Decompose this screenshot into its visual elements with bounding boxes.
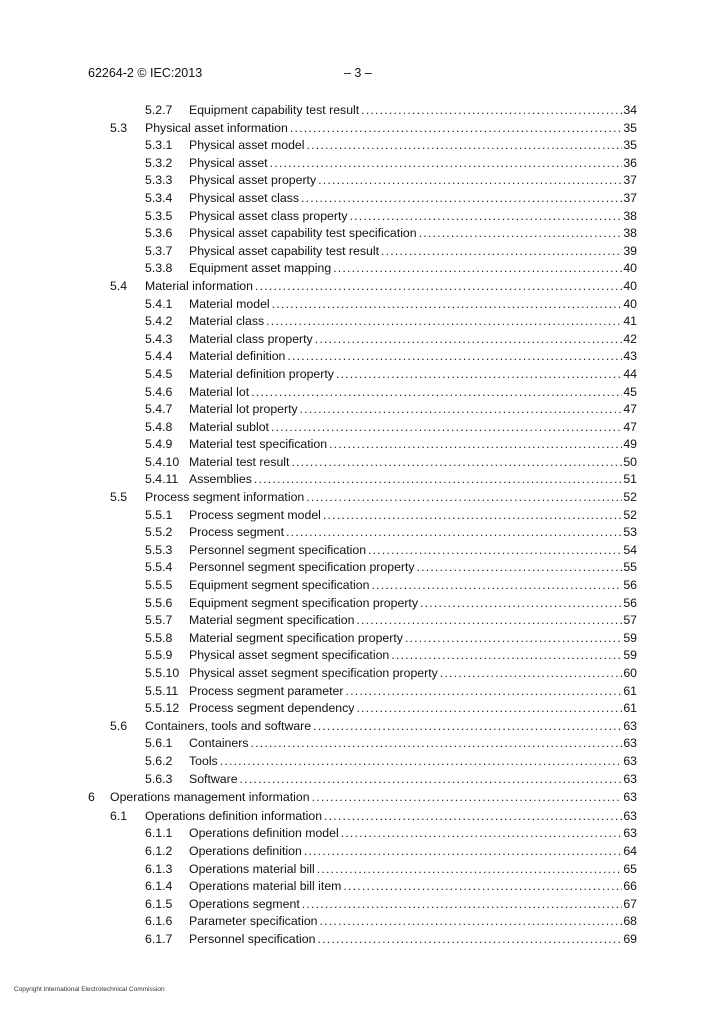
dot-leader <box>329 436 622 454</box>
toc-entry-title: Physical asset information <box>145 120 288 135</box>
toc-entry[interactable] <box>0 507 724 525</box>
toc-entry-page: 40 <box>623 261 637 276</box>
toc-entry[interactable] <box>0 630 724 648</box>
toc-entry-title: Physical asset property <box>189 173 317 188</box>
toc-entry-page: 40 <box>623 296 637 311</box>
toc-entry-title: Process segment dependency <box>189 701 355 716</box>
toc-entry-line <box>189 559 637 577</box>
toc-entry-page: 52 <box>623 490 637 505</box>
toc-entry-line <box>189 896 637 914</box>
toc-entry-line <box>189 683 637 701</box>
toc-entry[interactable] <box>0 348 724 366</box>
toc-entry-line <box>145 489 637 507</box>
toc-entry-line <box>189 102 637 120</box>
toc-entry-number: 5.2.7 <box>145 103 173 117</box>
toc-entry-page: 41 <box>623 314 637 329</box>
toc-entry-title: Operations material bill <box>189 861 315 876</box>
toc-entry-title: Material lot property <box>189 402 298 417</box>
dot-leader <box>302 896 623 914</box>
toc-entry-line <box>189 471 637 489</box>
dot-leader <box>291 454 622 472</box>
toc-entry-page: 39 <box>623 243 637 258</box>
toc-entry-page: 40 <box>623 278 637 293</box>
dot-leader <box>315 331 623 349</box>
dot-leader <box>417 559 623 577</box>
toc-entry-line <box>189 419 637 437</box>
toc-entry-page: 55 <box>623 560 637 575</box>
dot-leader <box>240 771 623 789</box>
toc-entry[interactable] <box>0 665 724 683</box>
toc-entry-line <box>189 225 637 243</box>
toc-entry-page: 60 <box>623 666 637 680</box>
toc-entry-page: 67 <box>623 896 637 911</box>
dot-leader <box>419 225 623 243</box>
toc-entry-title: Material definition property <box>189 366 334 381</box>
toc-entry-number: 5.3.2 <box>145 155 173 170</box>
toc-entry-line <box>189 401 637 419</box>
toc-entry[interactable] <box>0 331 724 349</box>
toc-entry[interactable] <box>0 913 724 931</box>
toc-entry-number: 6.1.3 <box>145 861 173 876</box>
toc-entry[interactable] <box>0 436 724 454</box>
dot-leader <box>405 630 622 648</box>
toc-entry-title: Physical asset class property <box>189 208 348 223</box>
toc-entry-number: 5.4 <box>110 278 128 293</box>
toc-entry-page: 63 <box>623 808 637 823</box>
toc-entry-page: 69 <box>623 931 637 946</box>
dot-leader <box>306 489 622 507</box>
toc-entry-line <box>189 665 637 683</box>
toc-entry-page: 68 <box>623 914 637 929</box>
toc-entry-line <box>189 260 637 278</box>
toc-entry[interactable] <box>0 700 724 718</box>
toc-entry-page: 63 <box>623 718 637 733</box>
toc-entry-title: Material class <box>189 314 265 329</box>
toc-entry-number: 5.3.3 <box>145 173 173 188</box>
toc-entry-page: 61 <box>623 683 637 698</box>
toc-entry-line <box>189 647 637 665</box>
toc-entry-title: Material information <box>145 278 253 293</box>
toc-entry-page: 34 <box>623 103 637 117</box>
toc-entry-number: 6.1.6 <box>145 914 173 929</box>
toc-entry[interactable] <box>0 102 724 120</box>
toc-entry-title: Containers, tools and software <box>145 718 312 733</box>
toc-entry[interactable] <box>0 896 724 914</box>
toc-entry-title: Personnel segment specification property <box>189 560 415 575</box>
toc-entry-page: 47 <box>623 402 637 417</box>
toc-entry-title: Operations management information <box>110 790 310 805</box>
toc-entry-page: 42 <box>623 331 637 346</box>
dot-leader <box>318 172 622 190</box>
toc-entry-line <box>189 771 637 789</box>
toc-entry-title: Material test specification <box>189 437 328 452</box>
copyright-notice: Copyright International Electrotechnical Commission <box>14 986 165 993</box>
toc-entry-number: 5.5.6 <box>145 595 173 610</box>
toc-entry[interactable] <box>0 454 724 472</box>
toc-entry-page: 36 <box>623 155 637 170</box>
toc-entry[interactable] <box>0 542 724 560</box>
toc-entry-line <box>189 137 637 155</box>
toc-entry-page: 37 <box>623 173 637 188</box>
toc-entry[interactable] <box>0 524 724 542</box>
toc-entry-line <box>189 436 637 454</box>
toc-entry-line <box>145 718 637 736</box>
dot-leader <box>324 808 622 826</box>
toc-entry-page: 63 <box>623 736 637 751</box>
toc-entry-page: 65 <box>623 861 637 876</box>
toc-entry-number: 5.5.3 <box>145 542 173 557</box>
toc-entry-title: Operations definition information <box>145 808 323 823</box>
toc-entry-line <box>189 507 637 525</box>
toc-entry-line <box>189 524 637 542</box>
toc-entry[interactable] <box>0 559 724 577</box>
toc-entry-line <box>189 913 637 931</box>
toc-entry[interactable] <box>0 190 724 208</box>
dot-leader <box>255 278 622 296</box>
dot-leader <box>368 542 622 560</box>
toc-entry-page: 63 <box>623 790 637 805</box>
dot-leader <box>336 366 622 384</box>
dot-leader <box>343 878 622 896</box>
toc-entry-page: 52 <box>623 507 637 522</box>
toc-entry-number: 5.3.6 <box>145 226 173 241</box>
dot-leader <box>250 735 622 753</box>
toc-entry-number: 5.3.4 <box>145 190 173 205</box>
toc-entry-title: Process segment model <box>189 507 321 522</box>
toc-entry-title: Physical asset <box>189 155 268 170</box>
toc-entry-line <box>189 190 637 208</box>
toc-entry[interactable] <box>0 735 724 753</box>
dot-leader <box>300 401 623 419</box>
toc-entry-title: Physical asset segment specification <box>189 648 390 663</box>
toc-entry-title: Material model <box>189 296 270 311</box>
toc-entry-number: 5.5 <box>110 490 128 505</box>
toc-entry-page: 35 <box>623 120 637 135</box>
toc-entry[interactable] <box>0 843 724 861</box>
toc-entry-line <box>189 577 637 595</box>
dot-leader <box>381 243 622 261</box>
toc-entry-title: Process segment parameter <box>189 683 344 698</box>
toc-entry-number: 5.4.7 <box>145 402 173 417</box>
dot-leader <box>313 718 622 736</box>
toc-entry-number: 5.5.11 <box>145 683 179 698</box>
toc-entry[interactable] <box>0 225 724 243</box>
dot-leader <box>317 861 623 879</box>
toc-entry-number: 5.4.2 <box>145 314 173 329</box>
toc-entry-page: 59 <box>623 648 637 663</box>
dot-leader <box>312 789 623 807</box>
toc-entry-line <box>189 366 637 384</box>
dot-leader <box>361 102 622 120</box>
toc-entry-page: 61 <box>623 701 637 716</box>
toc-entry[interactable] <box>0 243 724 261</box>
toc-entry[interactable] <box>0 172 724 190</box>
toc-entry[interactable] <box>0 861 724 879</box>
toc-entry-line <box>110 789 637 807</box>
toc-entry-line <box>189 155 637 173</box>
toc-entry-title: Equipment segment specification property <box>189 595 418 610</box>
dot-leader <box>266 313 622 331</box>
toc-entry-line <box>189 331 637 349</box>
dot-leader <box>391 647 622 665</box>
toc-entry-page: 57 <box>623 613 637 628</box>
toc-entry-number: 5.5.1 <box>145 507 173 522</box>
toc-entry-number: 6 <box>88 790 95 805</box>
toc-entry-title: Physical asset class <box>189 190 300 205</box>
toc-entry-number: 5.6.1 <box>145 736 173 751</box>
toc-entry-number: 6.1.2 <box>145 843 173 858</box>
toc-entry-title: Equipment segment specification <box>189 578 370 593</box>
toc-entry-title: Personnel specification <box>189 931 316 946</box>
dot-leader <box>272 296 623 314</box>
toc-entry-line <box>189 931 637 949</box>
toc-entry-number: 6.1.7 <box>145 931 173 946</box>
page-header <box>88 66 636 84</box>
toc-entry-title: Process segment <box>189 525 285 540</box>
dot-leader <box>290 120 622 138</box>
dot-leader <box>301 190 622 208</box>
toc-entry-number: 5.5.9 <box>145 648 173 663</box>
dot-leader <box>286 524 622 542</box>
toc-entry[interactable] <box>0 384 724 402</box>
toc-entry-number: 5.4.4 <box>145 349 173 364</box>
toc-entry-title: Equipment asset mapping <box>189 261 332 276</box>
toc-entry-line <box>189 843 637 861</box>
toc-entry-line <box>189 595 637 613</box>
toc-entry[interactable] <box>0 683 724 701</box>
toc-entry-line <box>189 243 637 261</box>
toc-entry[interactable] <box>0 931 724 949</box>
toc-entry-number: 6.1.5 <box>145 896 173 911</box>
toc-entry-number: 5.5.8 <box>145 630 173 645</box>
toc-entry-number: 5.3.1 <box>145 138 173 153</box>
toc-entry-title: Tools <box>189 753 218 768</box>
dot-leader <box>323 507 622 525</box>
dot-leader <box>317 931 622 949</box>
toc-entry-title: Material segment specification property <box>189 630 403 645</box>
toc-entry[interactable] <box>0 155 724 173</box>
toc-entry-number: 6.1 <box>110 808 128 823</box>
dot-leader <box>341 825 623 843</box>
toc-entry[interactable] <box>0 296 724 314</box>
toc-entry-title: Material segment specification <box>189 613 355 628</box>
toc-entry-number: 5.4.6 <box>145 384 173 399</box>
toc-entry-number: 5.6.3 <box>145 771 173 786</box>
dot-leader <box>440 665 623 683</box>
toc-entry-page: 64 <box>623 843 637 858</box>
toc-entry-line <box>189 542 637 560</box>
toc-entry-page: 37 <box>623 190 637 205</box>
toc-entry-line <box>145 808 637 826</box>
toc-entry-title: Parameter specification <box>189 914 318 929</box>
toc-entry-page: 63 <box>623 753 637 768</box>
dot-leader <box>307 137 623 155</box>
toc-entry-page: 66 <box>623 879 637 894</box>
dot-leader <box>251 384 622 402</box>
toc-entry-title: Personnel segment specification <box>189 542 367 557</box>
toc-entry-page: 53 <box>623 525 637 540</box>
dot-leader <box>287 348 622 366</box>
toc-entry-page: 59 <box>623 630 637 645</box>
toc-entry-number: 5.6.2 <box>145 753 173 768</box>
toc-entry-line <box>189 172 637 190</box>
toc-entry[interactable] <box>0 208 724 226</box>
toc-entry-page: 49 <box>623 437 637 452</box>
toc-entry[interactable] <box>0 753 724 771</box>
toc-entry[interactable] <box>0 771 724 789</box>
toc-entry[interactable] <box>0 718 724 736</box>
toc-entry-title: Physical asset model <box>189 138 305 153</box>
toc-entry-number: 5.4.1 <box>145 296 173 311</box>
dot-leader <box>356 612 622 630</box>
dot-leader <box>220 753 623 771</box>
toc-entry-number: 5.5.2 <box>145 525 173 540</box>
toc-entry-number: 5.4.5 <box>145 366 173 381</box>
toc-entry-title: Operations definition model <box>189 826 339 841</box>
toc-entry[interactable] <box>0 120 724 138</box>
toc-entry[interactable] <box>0 419 724 437</box>
page-number: – 3 – <box>344 66 372 80</box>
toc-entry-line <box>189 878 637 896</box>
dot-leader <box>345 683 622 701</box>
toc-entry-number: 5.3.7 <box>145 243 173 258</box>
dot-leader <box>304 843 623 861</box>
toc-entry[interactable] <box>0 612 724 630</box>
dot-leader <box>270 155 623 173</box>
toc-entry-number: 5.4.8 <box>145 419 173 434</box>
toc-entry-page: 38 <box>623 226 637 241</box>
toc-entry[interactable] <box>0 366 724 384</box>
toc-entry-title: Material lot <box>189 384 250 399</box>
toc-entry-title: Material definition <box>189 349 286 364</box>
toc-entry-line <box>145 120 637 138</box>
dot-leader <box>350 208 623 226</box>
dot-leader <box>333 260 622 278</box>
toc-entry-page: 35 <box>623 138 637 153</box>
toc-entry-number: 5.6 <box>110 718 128 733</box>
standard-reference: 62264-2 © IEC:2013 <box>88 66 203 80</box>
toc-entry-number: 5.4.10 <box>145 454 180 469</box>
toc-entry[interactable] <box>0 577 724 595</box>
toc-entry-number: 5.5.7 <box>145 613 173 628</box>
table-of-contents <box>0 102 724 949</box>
toc-entry-title: Physical asset capability test result <box>189 243 380 258</box>
toc-entry-number: 5.4.9 <box>145 437 173 452</box>
toc-entry-number: 5.5.5 <box>145 578 173 593</box>
toc-entry-title: Material class property <box>189 331 313 346</box>
toc-entry-line <box>189 630 637 648</box>
toc-entry[interactable] <box>0 789 724 807</box>
toc-entry-number: 5.5.12 <box>145 701 180 716</box>
toc-entry-title: Containers <box>189 736 249 751</box>
toc-entry[interactable] <box>0 878 724 896</box>
toc-entry-title: Physical asset capability test specification <box>189 226 417 241</box>
dot-leader <box>271 419 622 437</box>
toc-entry-page: 47 <box>623 419 637 434</box>
toc-entry-page: 56 <box>623 578 637 593</box>
toc-entry-number: 6.1.4 <box>145 879 173 894</box>
toc-entry-title: Material sublot <box>189 419 269 434</box>
dot-leader <box>371 577 622 595</box>
toc-entry-number: 5.5.10 <box>145 666 180 680</box>
toc-entry[interactable] <box>0 471 724 489</box>
toc-entry-line <box>189 454 637 472</box>
toc-entry-page: 51 <box>623 472 637 487</box>
toc-entry-line <box>189 348 637 366</box>
toc-entry-page: 63 <box>623 771 637 786</box>
toc-entry[interactable] <box>0 647 724 665</box>
toc-entry-title: Physical asset segment specification property <box>189 666 438 680</box>
toc-entry-page: 54 <box>623 542 637 557</box>
toc-entry[interactable] <box>0 313 724 331</box>
toc-entry-title: Process segment information <box>145 490 305 505</box>
toc-entry-line <box>189 735 637 753</box>
toc-entry-title: Operations segment <box>189 896 300 911</box>
toc-entry-number: 5.5.4 <box>145 560 173 575</box>
toc-entry[interactable] <box>0 808 724 826</box>
toc-entry-page: 45 <box>623 384 637 399</box>
toc-entry-page: 50 <box>623 454 637 469</box>
toc-entry[interactable] <box>0 137 724 155</box>
toc-entry-title: Equipment capability test result <box>189 103 360 117</box>
toc-entry-page: 63 <box>623 826 637 841</box>
toc-entry-number: 5.4.3 <box>145 331 173 346</box>
toc-entry-title: Material test result <box>189 454 290 469</box>
toc-entry[interactable] <box>0 260 724 278</box>
toc-entry-page: 44 <box>623 366 637 381</box>
dot-leader <box>420 595 622 613</box>
toc-entry-page: 38 <box>623 208 637 223</box>
toc-entry-line <box>189 700 637 718</box>
toc-entry-number: 6.1.1 <box>145 826 173 841</box>
toc-entry-line <box>189 313 637 331</box>
toc-entry-line <box>189 612 637 630</box>
toc-entry[interactable] <box>0 278 724 296</box>
toc-entry-number: 5.3 <box>110 120 128 135</box>
toc-entry-line <box>145 278 637 296</box>
toc-entry[interactable] <box>0 401 724 419</box>
toc-entry[interactable] <box>0 595 724 613</box>
toc-entry-line <box>189 296 637 314</box>
toc-entry-line <box>189 825 637 843</box>
dot-leader <box>254 471 622 489</box>
toc-entry[interactable] <box>0 489 724 507</box>
toc-entry-number: 5.4.11 <box>145 472 179 487</box>
toc-entry-title: Software <box>189 771 238 786</box>
toc-entry-line <box>189 384 637 402</box>
toc-entry-title: Operations definition <box>189 843 302 858</box>
dot-leader <box>320 913 623 931</box>
toc-entry-number: 5.3.8 <box>145 261 173 276</box>
toc-entry-page: 56 <box>623 595 637 610</box>
toc-entry-page: 43 <box>623 349 637 364</box>
toc-entry-line <box>189 208 637 226</box>
dot-leader <box>356 700 622 718</box>
toc-entry-title: Assemblies <box>189 472 252 487</box>
toc-entry-line <box>189 753 637 771</box>
toc-entry-title: Operations material bill item <box>189 879 342 894</box>
toc-entry-number: 5.3.5 <box>145 208 173 223</box>
toc-entry[interactable] <box>0 825 724 843</box>
toc-entry-line <box>189 861 637 879</box>
